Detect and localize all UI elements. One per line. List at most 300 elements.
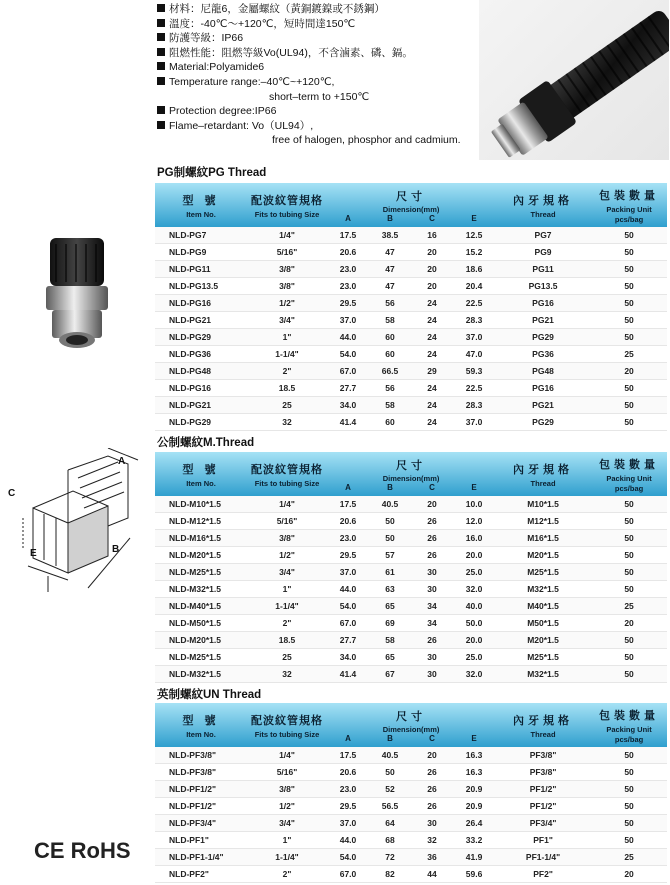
table-cell: 64 xyxy=(369,815,411,832)
table-cell: NLD-PF1/2" xyxy=(155,798,247,815)
table-cell: 2" xyxy=(247,615,327,632)
table-cell: 50 xyxy=(591,295,667,312)
table-cell: 37.0 xyxy=(453,414,495,431)
table-row xyxy=(155,815,667,832)
header-thread: 內牙規格 Thread xyxy=(495,703,591,747)
table-cell: 41.9 xyxy=(453,849,495,866)
table-cell: 50 xyxy=(369,513,411,530)
table-cell: 54.0 xyxy=(327,346,369,363)
label-a: A xyxy=(118,456,126,467)
table-row xyxy=(155,329,667,346)
table-cell: 1" xyxy=(247,832,327,849)
table-cell: 32.0 xyxy=(453,666,495,683)
table-cell: 65 xyxy=(369,649,411,666)
table-row xyxy=(155,649,667,666)
table-cell: 3/4" xyxy=(247,564,327,581)
table-cell: 50 xyxy=(591,414,667,431)
table-cell: 1/4" xyxy=(247,496,327,513)
table-cell: 50 xyxy=(591,496,667,513)
table-cell: 18.6 xyxy=(453,261,495,278)
table-cell: 50 xyxy=(591,666,667,683)
table-cell: 37.0 xyxy=(327,312,369,329)
table-cell: 36 xyxy=(411,849,453,866)
table-cell: 47 xyxy=(369,278,411,295)
table-cell: 25 xyxy=(591,346,667,363)
table-cell: 24 xyxy=(411,346,453,363)
product-photo xyxy=(479,0,669,160)
table-cell: 72 xyxy=(369,849,411,866)
table-cell: 1-1/4" xyxy=(247,598,327,615)
connector-with-tube-icon xyxy=(479,0,669,160)
table-cell: 16 xyxy=(411,227,453,244)
table-cell: 61 xyxy=(369,564,411,581)
table-cell: PF1/2" xyxy=(495,798,591,815)
table-cell: PG13.5 xyxy=(495,278,591,295)
table-cell: NLD-M50*1.5 xyxy=(155,615,247,632)
table-cell: 50 xyxy=(591,781,667,798)
table-cell: 24 xyxy=(411,397,453,414)
header-size: 配波紋管規格 Fits to tubing Size xyxy=(247,452,327,496)
table-cell: 27.7 xyxy=(327,632,369,649)
table-cell: NLD-M25*1.5 xyxy=(155,564,247,581)
table-cell: NLD-PG13.5 xyxy=(155,278,247,295)
table-cell: 68 xyxy=(369,832,411,849)
table-cell: 25 xyxy=(591,598,667,615)
table-cell: 25.0 xyxy=(453,564,495,581)
table-cell: M16*1.5 xyxy=(495,530,591,547)
header-thread: 內牙規格 Thread xyxy=(495,183,591,227)
spec-material-cn: 材料：尼龍6，金屬螺紋（黃銅鍍鎳或不銹鋼） xyxy=(157,2,497,17)
table-cell: NLD-M16*1.5 xyxy=(155,530,247,547)
spec-temp-en: Temperature range:–40℃~+120℃, xyxy=(157,75,497,90)
table-row xyxy=(155,564,667,581)
header-dimension: 尺寸 Dimension(mm) A B C E xyxy=(327,703,495,747)
spec-temp-en-2: short–term to +150℃ xyxy=(269,90,370,103)
table-cell: 41.4 xyxy=(327,414,369,431)
table-cell: NLD-PF3/4" xyxy=(155,815,247,832)
table-cell: PF2" xyxy=(495,866,591,883)
table-cell: 47 xyxy=(369,244,411,261)
table-cell: 69 xyxy=(369,615,411,632)
spec-protection-cn: 防護等級：IP66 xyxy=(157,31,497,46)
table-cell: 12.5 xyxy=(453,227,495,244)
spec-list xyxy=(157,2,497,148)
table-cell: 67 xyxy=(369,666,411,683)
table-cell: M20*1.5 xyxy=(495,547,591,564)
table-cell: PG36 xyxy=(495,346,591,363)
table-row xyxy=(155,295,667,312)
table-cell: 50 xyxy=(591,815,667,832)
table-cell: 20 xyxy=(591,615,667,632)
bullet-icon xyxy=(157,4,165,12)
table-cell: 17.5 xyxy=(327,496,369,513)
table-cell: PG48 xyxy=(495,363,591,380)
table-cell: 54.0 xyxy=(327,598,369,615)
table-cell: 10.0 xyxy=(453,496,495,513)
table-cell: 28.3 xyxy=(453,397,495,414)
table-cell: 26 xyxy=(411,513,453,530)
table-cell: 24 xyxy=(411,380,453,397)
header-packing: 包裝數量 Packing Unit pcs/bag xyxy=(591,452,667,496)
table-cell: 1/2" xyxy=(247,295,327,312)
table-cell: M32*1.5 xyxy=(495,581,591,598)
table-header-row xyxy=(155,183,667,227)
table-cell: PF1" xyxy=(495,832,591,849)
header-model: 型 號 Item No. xyxy=(155,452,247,496)
table-cell: PF1-1/4" xyxy=(495,849,591,866)
table-cell: 1/2" xyxy=(247,547,327,564)
table-cell: 44.0 xyxy=(327,329,369,346)
table-cell: 26 xyxy=(411,781,453,798)
certification-mark: CE RoHS xyxy=(34,838,131,863)
table-cell: NLD-M32*1.5 xyxy=(155,581,247,598)
dimension-drawing-icon xyxy=(8,448,153,598)
table-cell: 34 xyxy=(411,615,453,632)
table-cell: 56.5 xyxy=(369,798,411,815)
connector-product-image xyxy=(32,236,122,351)
table-cell: 50 xyxy=(591,261,667,278)
table-cell: 52 xyxy=(369,781,411,798)
table-cell: NLD-PG29 xyxy=(155,414,247,431)
table-cell: 24 xyxy=(411,329,453,346)
table-cell: 60 xyxy=(369,346,411,363)
table-cell: 16.3 xyxy=(453,747,495,764)
table-cell: NLD-M40*1.5 xyxy=(155,598,247,615)
table-cell: 30 xyxy=(411,581,453,598)
table-cell: 25 xyxy=(591,849,667,866)
table-cell: 60 xyxy=(369,329,411,346)
table-cell: PG29 xyxy=(495,329,591,346)
table-cell: NLD-PG16 xyxy=(155,295,247,312)
table-cell: PG16 xyxy=(495,380,591,397)
table-cell: NLD-M20*1.5 xyxy=(155,547,247,564)
table-cell: 20 xyxy=(411,496,453,513)
table-cell: NLD-PG9 xyxy=(155,244,247,261)
table-cell: 30 xyxy=(411,564,453,581)
table-cell: 23.0 xyxy=(327,261,369,278)
table-cell: 50 xyxy=(591,832,667,849)
table-cell: 28.3 xyxy=(453,312,495,329)
table-cell: 40.0 xyxy=(453,598,495,615)
header-model: 型 號 Item No. xyxy=(155,703,247,747)
table-row xyxy=(155,866,667,883)
table-cell: 3/8" xyxy=(247,781,327,798)
table-cell: 34.0 xyxy=(327,397,369,414)
table-cell: 67.0 xyxy=(327,866,369,883)
table-cell: 20.0 xyxy=(453,632,495,649)
table-cell: 20.4 xyxy=(453,278,495,295)
table-cell: M50*1.5 xyxy=(495,615,591,632)
table-cell: 50 xyxy=(591,798,667,815)
table-cell: 20 xyxy=(591,866,667,883)
table-cell: 1/4" xyxy=(247,747,327,764)
table-row xyxy=(155,397,667,414)
table-cell: 20 xyxy=(591,363,667,380)
table-cell: 3/8" xyxy=(247,278,327,295)
header-dimension: 尺寸 Dimension(mm) A B C E xyxy=(327,183,495,227)
table-row xyxy=(155,312,667,329)
table-row xyxy=(155,832,667,849)
spec-flame-en: Flame–retardant: Vo（UL94）, xyxy=(157,119,497,134)
table-cell: 50 xyxy=(591,530,667,547)
table-cell: 20.6 xyxy=(327,244,369,261)
table-cell: 58 xyxy=(369,397,411,414)
table-cell: 50 xyxy=(591,329,667,346)
header-dimension: 尺寸 Dimension(mm) A B C E xyxy=(327,452,495,496)
table-row xyxy=(155,781,667,798)
table-cell: 16.0 xyxy=(453,530,495,547)
table-cell: 1/2" xyxy=(247,798,327,815)
table-row xyxy=(155,278,667,295)
table-row xyxy=(155,380,667,397)
table-cell: 30 xyxy=(411,666,453,683)
table-cell: 63 xyxy=(369,581,411,598)
table-row xyxy=(155,849,667,866)
table-cell: 50 xyxy=(591,227,667,244)
header-packing: 包裝數量 Packing Unit pcs/bag xyxy=(591,183,667,227)
table-cell: 23.0 xyxy=(327,278,369,295)
table-cell: 50.0 xyxy=(453,615,495,632)
table-cell: 50 xyxy=(591,547,667,564)
table-cell: 38.5 xyxy=(369,227,411,244)
table-cell: NLD-PF1" xyxy=(155,832,247,849)
table-cell: 65 xyxy=(369,598,411,615)
table-cell: 50 xyxy=(591,312,667,329)
spec-protection-en: Protection degree:IP66 xyxy=(157,104,497,119)
table-cell: 25.0 xyxy=(453,649,495,666)
table-cell: NLD-PG7 xyxy=(155,227,247,244)
table-cell: 17.5 xyxy=(327,747,369,764)
label-c: C xyxy=(8,488,16,499)
table-cell: 29.5 xyxy=(327,295,369,312)
connector-icon xyxy=(32,236,122,351)
bullet-icon xyxy=(157,121,165,129)
table-cell: 3/4" xyxy=(247,815,327,832)
table-cell: 3/8" xyxy=(247,530,327,547)
table-cell: 50 xyxy=(591,747,667,764)
table-cell: 50 xyxy=(591,244,667,261)
table-cell: 15.2 xyxy=(453,244,495,261)
table-row xyxy=(155,798,667,815)
table-cell: 32 xyxy=(247,414,327,431)
table-cell: 32 xyxy=(411,832,453,849)
table-cell: NLD-M12*1.5 xyxy=(155,513,247,530)
table-cell: 1-1/4" xyxy=(247,849,327,866)
bullet-icon xyxy=(157,19,165,27)
table-cell: 50 xyxy=(591,632,667,649)
table-cell: PG16 xyxy=(495,295,591,312)
table-cell: 59.3 xyxy=(453,363,495,380)
table-cell: 58 xyxy=(369,312,411,329)
table-cell: 26 xyxy=(411,798,453,815)
table-cell: 37.0 xyxy=(327,815,369,832)
section-title-un: 英制螺紋UN Thread xyxy=(157,689,262,701)
table-row xyxy=(155,363,667,380)
table-cell: 20 xyxy=(411,244,453,261)
table-cell: 34.0 xyxy=(327,649,369,666)
spec-temp-cn: 溫度：-40℃～+120℃，短時間達150℃ xyxy=(157,17,497,32)
table-cell: NLD-M25*1.5 xyxy=(155,649,247,666)
table-cell: PF1/2" xyxy=(495,781,591,798)
table-cell: M12*1.5 xyxy=(495,513,591,530)
table-cell: 57 xyxy=(369,547,411,564)
table-cell: NLD-PF3/8" xyxy=(155,747,247,764)
table-row xyxy=(155,244,667,261)
table-cell: 37.0 xyxy=(453,329,495,346)
table-cell: NLD-PF2" xyxy=(155,866,247,883)
table-cell: NLD-PG21 xyxy=(155,312,247,329)
bullet-icon xyxy=(157,48,165,56)
table-cell: 47.0 xyxy=(453,346,495,363)
table-row xyxy=(155,666,667,683)
bullet-icon xyxy=(157,62,165,70)
table-cell: 50 xyxy=(591,649,667,666)
table-cell: PG21 xyxy=(495,397,591,414)
table-cell: 23.0 xyxy=(327,781,369,798)
table-cell: 50 xyxy=(369,530,411,547)
table-cell: 50 xyxy=(591,564,667,581)
header-thread: 內牙規格 Thread xyxy=(495,452,591,496)
table-cell: 20 xyxy=(411,278,453,295)
table-cell: 30 xyxy=(411,815,453,832)
table-cell: PG9 xyxy=(495,244,591,261)
table-cell: 60 xyxy=(369,414,411,431)
table-row xyxy=(155,632,667,649)
table-cell: 44 xyxy=(411,866,453,883)
table-cell: NLD-PF1/2" xyxy=(155,781,247,798)
table-cell: 67.0 xyxy=(327,615,369,632)
header-packing: 包裝數量 Packing Unit pcs/bag xyxy=(591,703,667,747)
table-cell: NLD-PG16 xyxy=(155,380,247,397)
table-cell: M40*1.5 xyxy=(495,598,591,615)
table-header-row xyxy=(155,452,667,496)
table-cell: NLD-PG11 xyxy=(155,261,247,278)
table-row xyxy=(155,764,667,781)
table-cell: 20.0 xyxy=(453,547,495,564)
table-cell: 20 xyxy=(411,747,453,764)
table-cell: 47 xyxy=(369,261,411,278)
table-cell: 56 xyxy=(369,380,411,397)
table-cell: 50 xyxy=(591,397,667,414)
table-cell: 40.5 xyxy=(369,747,411,764)
table-cell: 56 xyxy=(369,295,411,312)
table-cell: 26 xyxy=(411,632,453,649)
bullet-icon xyxy=(157,33,165,41)
table-cell: NLD-PG48 xyxy=(155,363,247,380)
table-cell: PF3/8" xyxy=(495,764,591,781)
table-row xyxy=(155,547,667,564)
table-cell: 20.6 xyxy=(327,764,369,781)
table-cell: 18.5 xyxy=(247,632,327,649)
table-cell: 1-1/4" xyxy=(247,346,327,363)
table-cell: NLD-PF1-1/4" xyxy=(155,849,247,866)
table-row xyxy=(155,513,667,530)
table-cell: 20.9 xyxy=(453,781,495,798)
table-cell: 23.0 xyxy=(327,530,369,547)
pg-thread-table xyxy=(155,183,667,431)
table-cell: 29 xyxy=(411,363,453,380)
table-row xyxy=(155,615,667,632)
table-cell: 20.6 xyxy=(327,513,369,530)
table-cell: 54.0 xyxy=(327,849,369,866)
table-cell: 30 xyxy=(411,649,453,666)
table-cell: 50 xyxy=(369,764,411,781)
table-cell: 5/16" xyxy=(247,764,327,781)
table-cell: 44.0 xyxy=(327,581,369,598)
table-cell: PG7 xyxy=(495,227,591,244)
table-cell: 26 xyxy=(411,764,453,781)
spec-flame-cn: 阻燃性能：阻燃等級Vo(UL94)，不含滷素、磷、鎘。 xyxy=(157,46,497,61)
table-cell: 18.5 xyxy=(247,380,327,397)
table-cell: 22.5 xyxy=(453,380,495,397)
table-cell: 50 xyxy=(591,764,667,781)
table-cell: 1/4" xyxy=(247,227,327,244)
table-cell: 12.0 xyxy=(453,513,495,530)
table-cell: 24 xyxy=(411,414,453,431)
pg-table-body xyxy=(155,183,667,431)
table-cell: 25 xyxy=(247,649,327,666)
table-cell: 27.7 xyxy=(327,380,369,397)
spec-flame-en-2: free of halogen, phosphor and cadmium. xyxy=(272,134,461,147)
table-cell: M25*1.5 xyxy=(495,564,591,581)
spec-material-en: Material:Polyamide6 xyxy=(157,60,497,75)
bullet-icon xyxy=(157,77,165,85)
table-header-row xyxy=(155,703,667,747)
table-cell: PF3/4" xyxy=(495,815,591,832)
table-cell: 41.4 xyxy=(327,666,369,683)
table-row xyxy=(155,530,667,547)
table-row xyxy=(155,346,667,363)
table-row xyxy=(155,581,667,598)
header-size: 配波紋管規格 Fits to tubing Size xyxy=(247,183,327,227)
table-cell: 66.5 xyxy=(369,363,411,380)
metric-table-body xyxy=(155,452,667,683)
table-cell: 26 xyxy=(411,547,453,564)
section-title-metric: 公制螺紋M.Thread xyxy=(157,437,255,449)
table-cell: 34 xyxy=(411,598,453,615)
table-cell: 20.9 xyxy=(453,798,495,815)
un-table-body xyxy=(155,703,667,883)
table-cell: 50 xyxy=(591,380,667,397)
un-thread-table xyxy=(155,703,667,883)
header-size: 配波紋管規格 Fits to tubing Size xyxy=(247,703,327,747)
table-cell: PF3/8" xyxy=(495,747,591,764)
table-cell: PG21 xyxy=(495,312,591,329)
table-cell: 26.4 xyxy=(453,815,495,832)
table-cell: 24 xyxy=(411,295,453,312)
header-model: 型 號 Item No. xyxy=(155,183,247,227)
table-cell: 82 xyxy=(369,866,411,883)
table-cell: NLD-PG29 xyxy=(155,329,247,346)
table-cell: 33.2 xyxy=(453,832,495,849)
table-row xyxy=(155,598,667,615)
table-cell: 29.5 xyxy=(327,798,369,815)
table-cell: M32*1.5 xyxy=(495,666,591,683)
table-cell: PG11 xyxy=(495,261,591,278)
table-row xyxy=(155,747,667,764)
table-cell: NLD-PG21 xyxy=(155,397,247,414)
table-cell: NLD-M10*1.5 xyxy=(155,496,247,513)
table-cell: 5/16" xyxy=(247,244,327,261)
table-cell: PG29 xyxy=(495,414,591,431)
table-cell: 26 xyxy=(411,530,453,547)
table-cell: 24 xyxy=(411,312,453,329)
bullet-icon xyxy=(157,106,165,114)
table-row xyxy=(155,496,667,513)
table-cell: 3/8" xyxy=(247,261,327,278)
section-title-pg: PG制螺紋PG Thread xyxy=(157,167,267,179)
table-cell: 50 xyxy=(591,581,667,598)
